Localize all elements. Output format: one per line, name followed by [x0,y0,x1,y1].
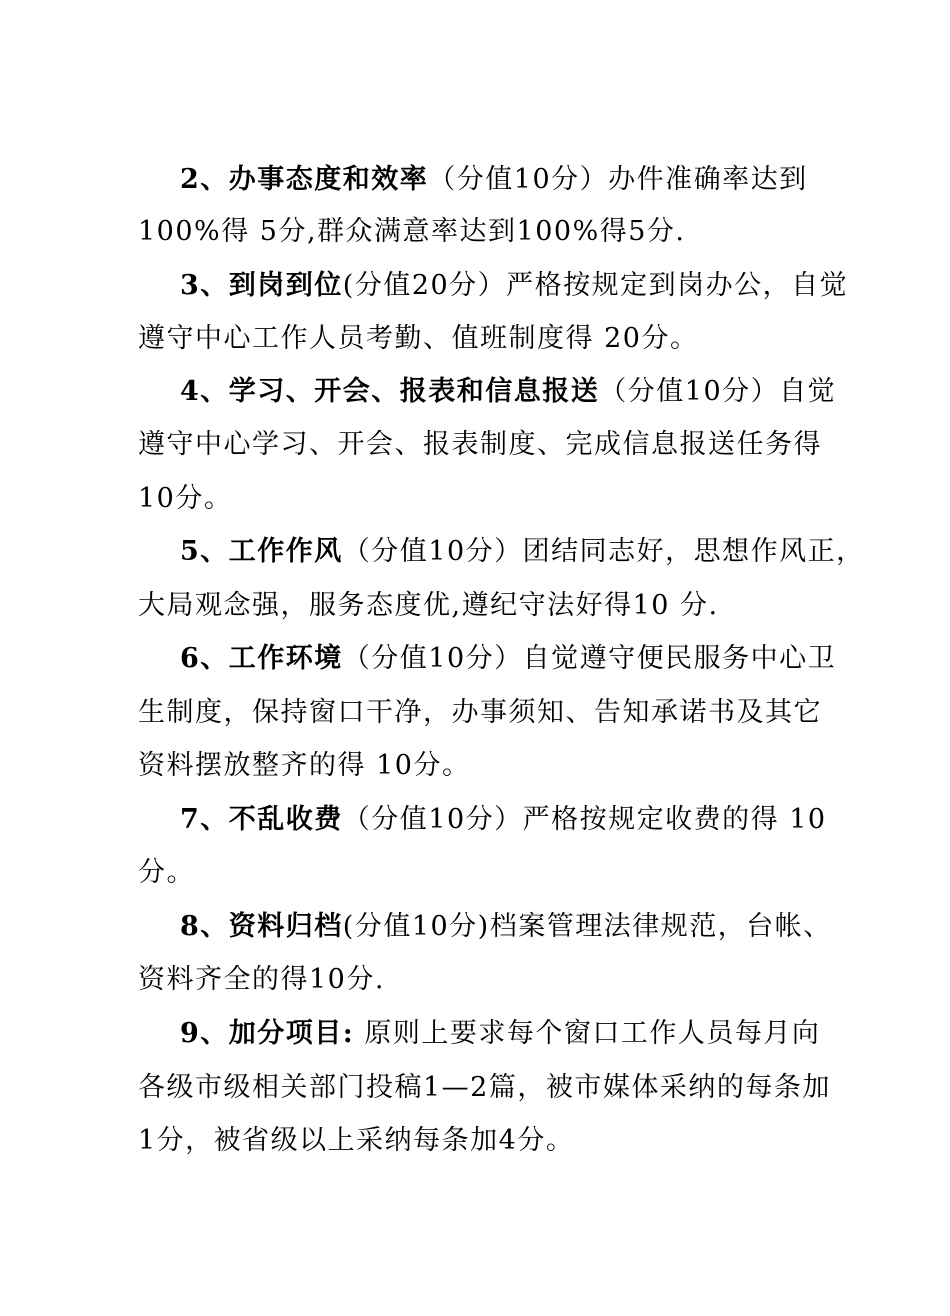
item-heading: 4、学习、开会、报表和信息报送 [180,376,600,407]
item-heading: 9、加分项目: [180,1018,355,1049]
item-text: （分值10分）自觉 [599,376,837,407]
list-item-8-line-1 [180,911,880,943]
item-heading: 5、工作作风 [180,536,343,567]
item-text: (分值10分)档案管理法律规范，台帐、 [342,911,832,942]
list-item-2-line-1 [180,164,880,196]
item-heading: 2、办事态度和效率 [180,164,429,195]
item-heading: 3、到岗到位 [180,270,343,301]
item-text: （分值10分）自觉遵守便民服务中心卫 [342,643,837,674]
list-item-6-line-2: 生制度，保持窗口干净，办事须知、告知承诺书及其它 [138,697,822,728]
list-item-3-line-2: 遵守中心工作人员考勤、值班制度得 20分。 [138,323,699,354]
list-item-7-line-1 [180,804,880,836]
item-text: （分值10分）团结同志好，思想作风正， [342,536,865,567]
list-item-4-line-1 [180,376,880,408]
list-item-9-line-2: 各级市级相关部门投稿1—2篇，被市媒体采纳的每条加 [138,1072,831,1103]
list-item-6-line-1 [180,643,880,675]
list-item-5-line-2: 大局观念强，服务态度优,遵纪守法好得10 分. [138,590,719,621]
list-item-7-line-2: 分。 [138,857,195,888]
list-item-4-line-3: 10分。 [138,483,233,514]
list-item-9-line-3: 1分，被省级以上采纳每条加4分。 [138,1125,575,1156]
list-item-2-line-2: 100%得 5分,群众满意率达到100%得5分. [138,216,686,247]
item-heading: 7、不乱收费 [180,804,343,835]
list-item-9-line-1 [180,1018,880,1050]
item-text: (分值20分）严格按规定到岗办公，自觉 [342,270,849,301]
list-item-6-line-3: 资料摆放整齐的得 10分。 [138,750,471,781]
item-text: （分值10分）严格按规定收费的得 10 [342,804,827,835]
item-text: 原则上要求每个窗口工作人员每月向 [354,1018,821,1049]
list-item-8-line-2: 资料齐全的得10分. [138,964,385,995]
list-item-4-line-2: 遵守中心学习、开会、报表制度、完成信息报送任务得 [138,429,822,460]
item-text: （分值10分）办件准确率达到 [428,164,808,195]
list-item-3-line-1 [180,270,880,302]
item-heading: 8、资料归档 [180,911,343,942]
list-item-5-line-1 [180,536,880,568]
item-heading: 6、工作环境 [180,643,343,674]
